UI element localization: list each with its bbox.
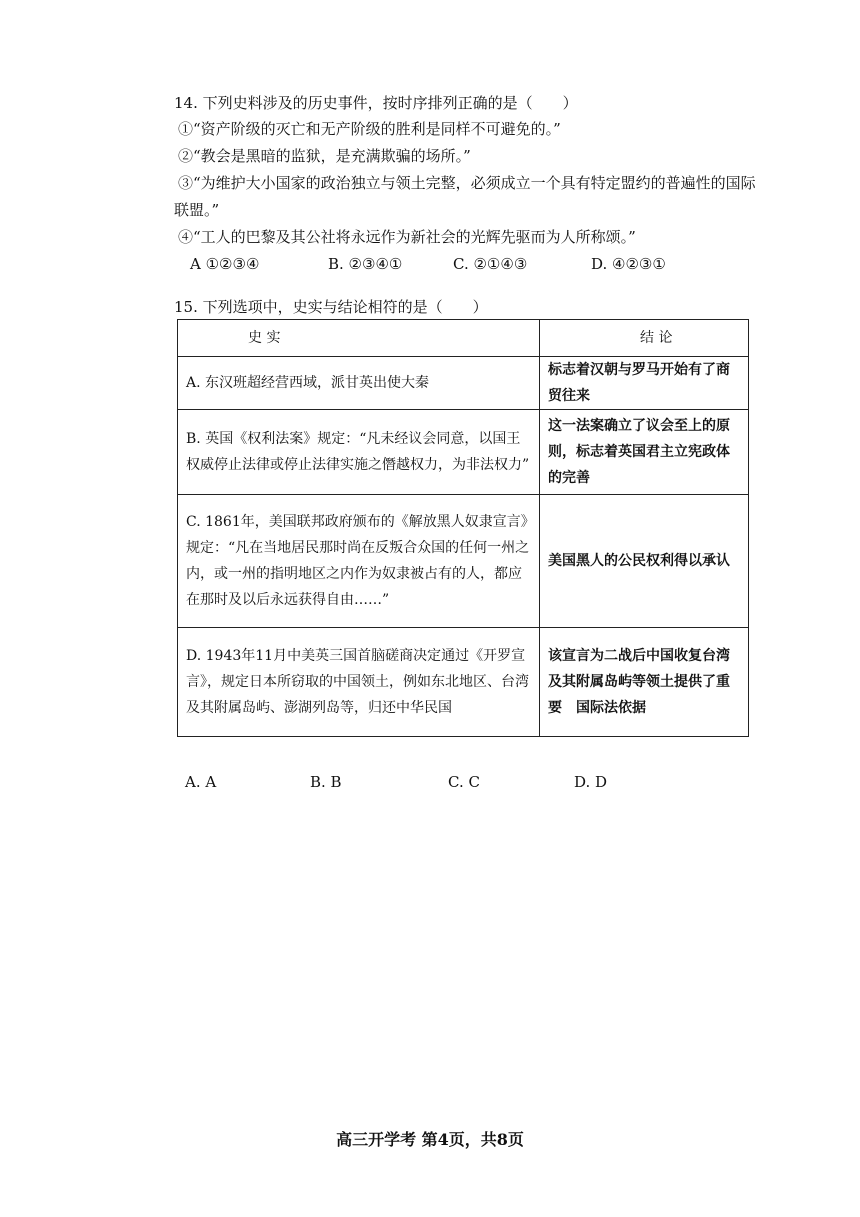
question-14-option-c[interactable]: C. ②①④③ — [453, 255, 528, 273]
fact-cell: B. 英国《权利法案》规定：“凡未经议会同意，以国王权威停止法律或停止法律实施之僭越权力，为非法权力” — [178, 410, 540, 495]
question-15-option-a[interactable]: A. A — [185, 773, 217, 791]
fact-cell: A. 东汉班超经营西域，派甘英出使大秦 — [178, 357, 540, 410]
question-14-option-d[interactable]: D. ④②③① — [591, 255, 666, 273]
question-14-item-4: ④“工人的巴黎及其公社将永远作为新社会的光辉先驱而为人所称颂。” — [178, 228, 636, 246]
table-header-row — [178, 320, 749, 357]
question-14-option-b[interactable]: B. ②③④① — [328, 255, 403, 273]
question-14-item-1: ①“资产阶级的灭亡和无产阶级的胜利是同样不可避免的。” — [178, 120, 561, 138]
question-15-table — [177, 319, 749, 737]
conclusion-cell: 这一法案确立了议会至上的原则，标志着英国君主立宪政体的完善 — [540, 410, 749, 495]
conclusion-cell: 美国黑人的公民权利得以承认 — [540, 495, 749, 628]
question-14-stem: 14. 下列史料涉及的历史事件，按时序排列正确的是（ ） — [174, 94, 578, 112]
table-header-fact: 史 实 — [178, 320, 540, 357]
table-row — [178, 357, 749, 410]
question-15-stem: 15. 下列选项中，史实与结论相符的是（ ） — [174, 298, 488, 316]
conclusion-cell: 标志着汉朝与罗马开始有了商贸往来 — [540, 357, 749, 410]
question-15-option-d[interactable]: D. D — [574, 773, 608, 791]
question-14-item-3-continued: 联盟。” — [174, 201, 220, 219]
table-row — [178, 628, 749, 737]
page-footer: 高三开学考 第4页，共8页 — [336, 1130, 524, 1149]
fact-cell: C. 1861年，美国联邦政府颁布的《解放黑人奴隶宣言》规定：“凡在当地居民那时尚在反叛合众国的任何一州之内，或一州的指明地区之内作为奴隶被占有的人，都应在那时及以后永远获得自由……” — [178, 495, 540, 628]
question-15-option-c[interactable]: C. C — [448, 773, 480, 791]
fact-cell: D. 1943年11月中美英三国首脑磋商决定通过《开罗宣言》，规定日本所窃取的中国领土，例如东北地区、台湾及其附属岛屿、澎湖列岛等，归还中华民国 — [178, 628, 540, 737]
conclusion-cell: 该宣言为二战后中国收复台湾及其附属岛屿等领土提供了重要 国际法依据 — [540, 628, 749, 737]
table-header-conclusion: 结 论 — [540, 320, 749, 357]
question-14-item-2: ②“教会是黑暗的监狱，是充满欺骗的场所。” — [178, 147, 471, 165]
question-14 — [174, 90, 764, 251]
table-row — [178, 495, 749, 628]
question-15-option-b[interactable]: B. B — [310, 773, 342, 791]
question-14-item-3: ③“为维护大小国家的政治独立与领土完整，必须成立一个具有特定盟约的普遍性的国际 — [178, 174, 756, 192]
table-row — [178, 410, 749, 495]
question-14-option-a[interactable]: A ①②③④ — [190, 255, 260, 273]
